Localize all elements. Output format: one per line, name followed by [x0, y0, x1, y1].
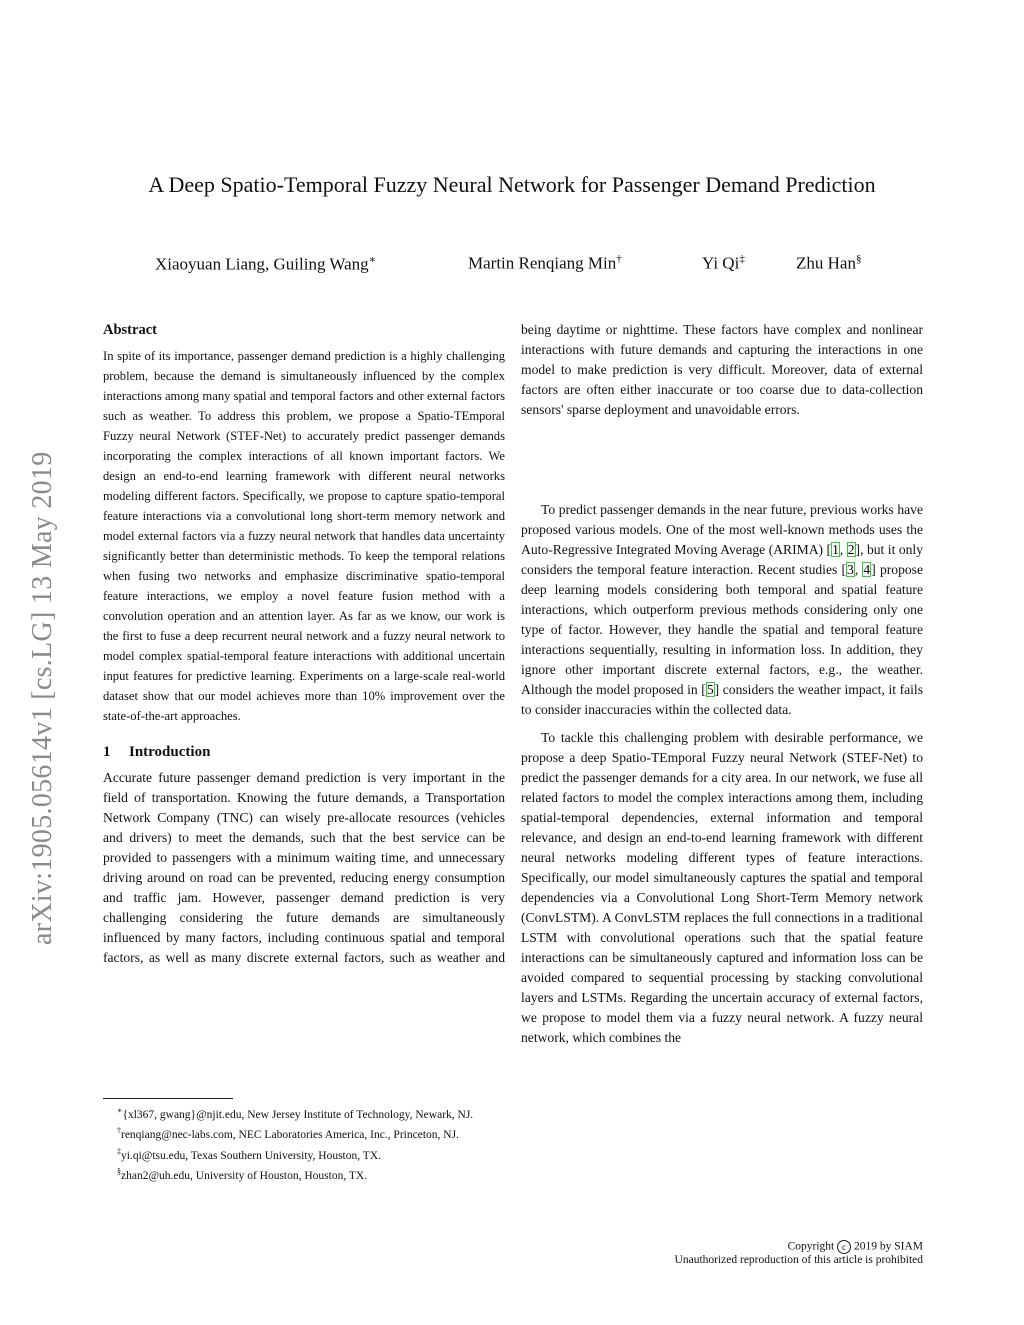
intro-paragraph-1-text: being daytime or nighttime. These factors have complex and nonlinear interactions with future demands and capturing the interactions in one model to make prediction is very difficult. Moreover, data of external factors are often either inaccurate or too coarse due to data-collection sensors' sparse deployment and unavoidable errors.: [521, 322, 923, 417]
section-heading-introduction: [103, 742, 505, 762]
intro-paragraph-1: Accurate future passenger demand prediction is very important in the field of transportation. Knowing the future demands, a Transportation Network Company (TNC) can wisely pre-allocate resources (vehicles and drivers) to meet the demands, such that the best service can be provided to passengers with a minimum waiting time, and unnecessary driving around on road can be prevented, reducing energy consumption and traffic jam. However, passenger demand prediction is very challenging considering the future demands are simultaneously influenced by many factors, including continuous spatial and temporal factors, as well as many discrete external factors, such as weather and: [103, 770, 505, 965]
intro-p2-part-d: considers the weather impact, it fails to consider inaccuracies within the collected data.: [521, 682, 923, 717]
left-column: [103, 320, 505, 968]
author-mark: §: [855, 253, 862, 265]
author-3: [702, 253, 745, 274]
footnotes: [103, 1098, 505, 1184]
copyright-prefix: Copyright: [787, 1240, 835, 1253]
author-name: Zhu Han: [796, 253, 856, 273]
author-1: [155, 253, 376, 275]
abstract-text: In spite of its importance, passenger demand prediction is a highly challenging problem, because the demand is simultaneously influenced by the complex interactions among many spatial and temporal factors and other external factors such as weather. To address this problem, we propose a Spatio-TEmporal Fuzzy neural Network (STEF-Net) to accurately predict passenger demands incorporating the complex interactions of all known important factors. We design an end-to-end learning framework with different neural networks modeling different factors. Specifically, we propose to capture spatio-temporal feature interactions via a convolutional long short-term memory network and model external factors via a fuzzy neural network that handles data uncertainty significantly better than deterministic methods. To keep the temporal relations when fusing two networks and emphasize discriminative spatio-temporal feature interactions, we employ a novel feature fusion method with a convolution operation and an attention layer. As far as we know, our work is the first to fuse a deep recurrent neural network and a fuzzy neural network to model complex spatial-temporal feature interactions with additional uncertain input features for predictive learning. Experiments on a large-scale real-world dataset show that our model achieves more than 10% improvement over the state-of-the-art approaches.: [103, 349, 505, 723]
right-column: [521, 320, 923, 1048]
copyright-icon: c: [837, 1240, 851, 1254]
footnote-2: [103, 1123, 505, 1143]
footnote-text: renqiang@nec-labs.com, NEC Laboratories America, Inc., Princeton, NJ.: [121, 1129, 459, 1142]
abstract-heading: Abstract: [103, 322, 157, 338]
copyright-suffix: 2019 by SIAM: [853, 1240, 923, 1253]
copyright-line-1: [675, 1240, 923, 1254]
citation-link[interactable]: 5: [706, 682, 714, 697]
author-4: [796, 253, 861, 274]
author-name: Yi Qi: [702, 253, 740, 273]
footnote-3: [103, 1144, 505, 1164]
footnote-mark: ‡: [117, 1146, 121, 1156]
section-number: 1: [103, 744, 111, 760]
author-mark: †: [616, 253, 622, 265]
footnote-mark: †: [117, 1126, 121, 1136]
copyright-line-2: Unauthorized reproduction of this article is prohibited: [674, 1254, 923, 1266]
footnote-rule: [103, 1098, 233, 1099]
footnote-mark: ∗: [117, 1106, 123, 1115]
intro-paragraph-3: To tackle this challenging problem with desirable performance, we propose a deep Spatio-TEmporal Fuzzy neural Network (STEF-Net) to predict the passenger demands for a city area. In our network, we fuse all related factors to model the complex interactions among them, including spatial-temporal dependencies, external information and temporal relevance, and design an end-to-end learning framework with different neural networks modeling different types of feature interactions. Specifically, our model simultaneously captures the spatial and temporal dependencies via a Convolutional Long Short-Term Memory network (ConvLSTM). A ConvLSTM replaces the full connections in a traditional LSTM with convolutional operations such that the spatial feature interactions can be simultaneously captured and information loss can be avoided compared to sequential processing by stacking convolutional layers and LSTMs. Regarding the uncertain accuracy of external factors, we propose to model them via a fuzzy neural network. A fuzzy neural network, which combines the: [521, 730, 923, 1045]
footnote-text: zhan2@uh.edu, University of Houston, Houston, TX.: [121, 1169, 368, 1182]
citation-link[interactable]: 3: [847, 562, 854, 577]
intro-p2-part-c: propose deep learning models considering both temporal and spatial feature interactions, which outperform previous methods considering only one type of factor. However, they handle the spatial and temporal feature interactions sequentially, resulting in information loss. In addition, they ignore other important discrete external factors, e.g., the weather. Although the model proposed in: [521, 562, 923, 697]
author-name: Xiaoyuan Liang, Guiling Wang: [155, 254, 369, 274]
footnote-text: yi.qi@tsu.edu, Texas Southern University, Houston, TX.: [121, 1149, 382, 1162]
intro-p2-part-b: , but it only considers the temporal feature interaction. Recent studies: [521, 542, 923, 577]
author-mark: ∗: [368, 254, 377, 266]
intro-p2-part-a: To predict passenger demands in the near future, previous works have proposed various models. One of the most well-known methods uses the Auto-Regressive Integrated Moving Average (ARIMA): [521, 502, 923, 557]
footnote-4: [103, 1164, 505, 1184]
intro-paragraph-1-continued: [521, 320, 923, 500]
footnote-mark: §: [117, 1166, 121, 1176]
footnote-1: [103, 1103, 505, 1123]
citation-link[interactable]: 4: [863, 562, 871, 577]
author-2: [468, 253, 622, 274]
author-name: Martin Renqiang Min: [468, 253, 617, 273]
paper-title: A Deep Spatio-Temporal Fuzzy Neural Network for Passenger Demand Prediction: [148, 172, 876, 197]
footnote-text: {xl367, gwang}@njit.edu, New Jersey Institute of Technology, Newark, NJ.: [122, 1108, 474, 1121]
section-title: Introduction: [129, 744, 211, 760]
arxiv-identifier: arXiv:1905.05614v1 [cs.LG] 13 May 2019: [27, 451, 58, 945]
author-mark: ‡: [739, 253, 745, 265]
citation-link[interactable]: 2: [847, 542, 855, 557]
intro-paragraph-2: To predict passenger demands in the near future, previous works have proposed various models. One of the most well-known methods uses the Auto-Regressive Integrated Moving Average (ARIMA) [1, 2], but it only considers the temporal feature interaction. Recent studies [3, 4] propose deep learning models considering both temporal and spatial feature interactions, which outperform previous methods considering only one type of factor. However, they handle the spatial and temporal feature interactions sequentially, resulting in information loss. In addition, they ignore other important discrete external factors, e.g., the weather. Although the model proposed in [5] considers the weather impact, it fails to consider inaccuracies within the collected data.: [521, 502, 923, 717]
copyright-notice: [675, 1240, 923, 1267]
citation-link[interactable]: 1: [832, 542, 839, 557]
